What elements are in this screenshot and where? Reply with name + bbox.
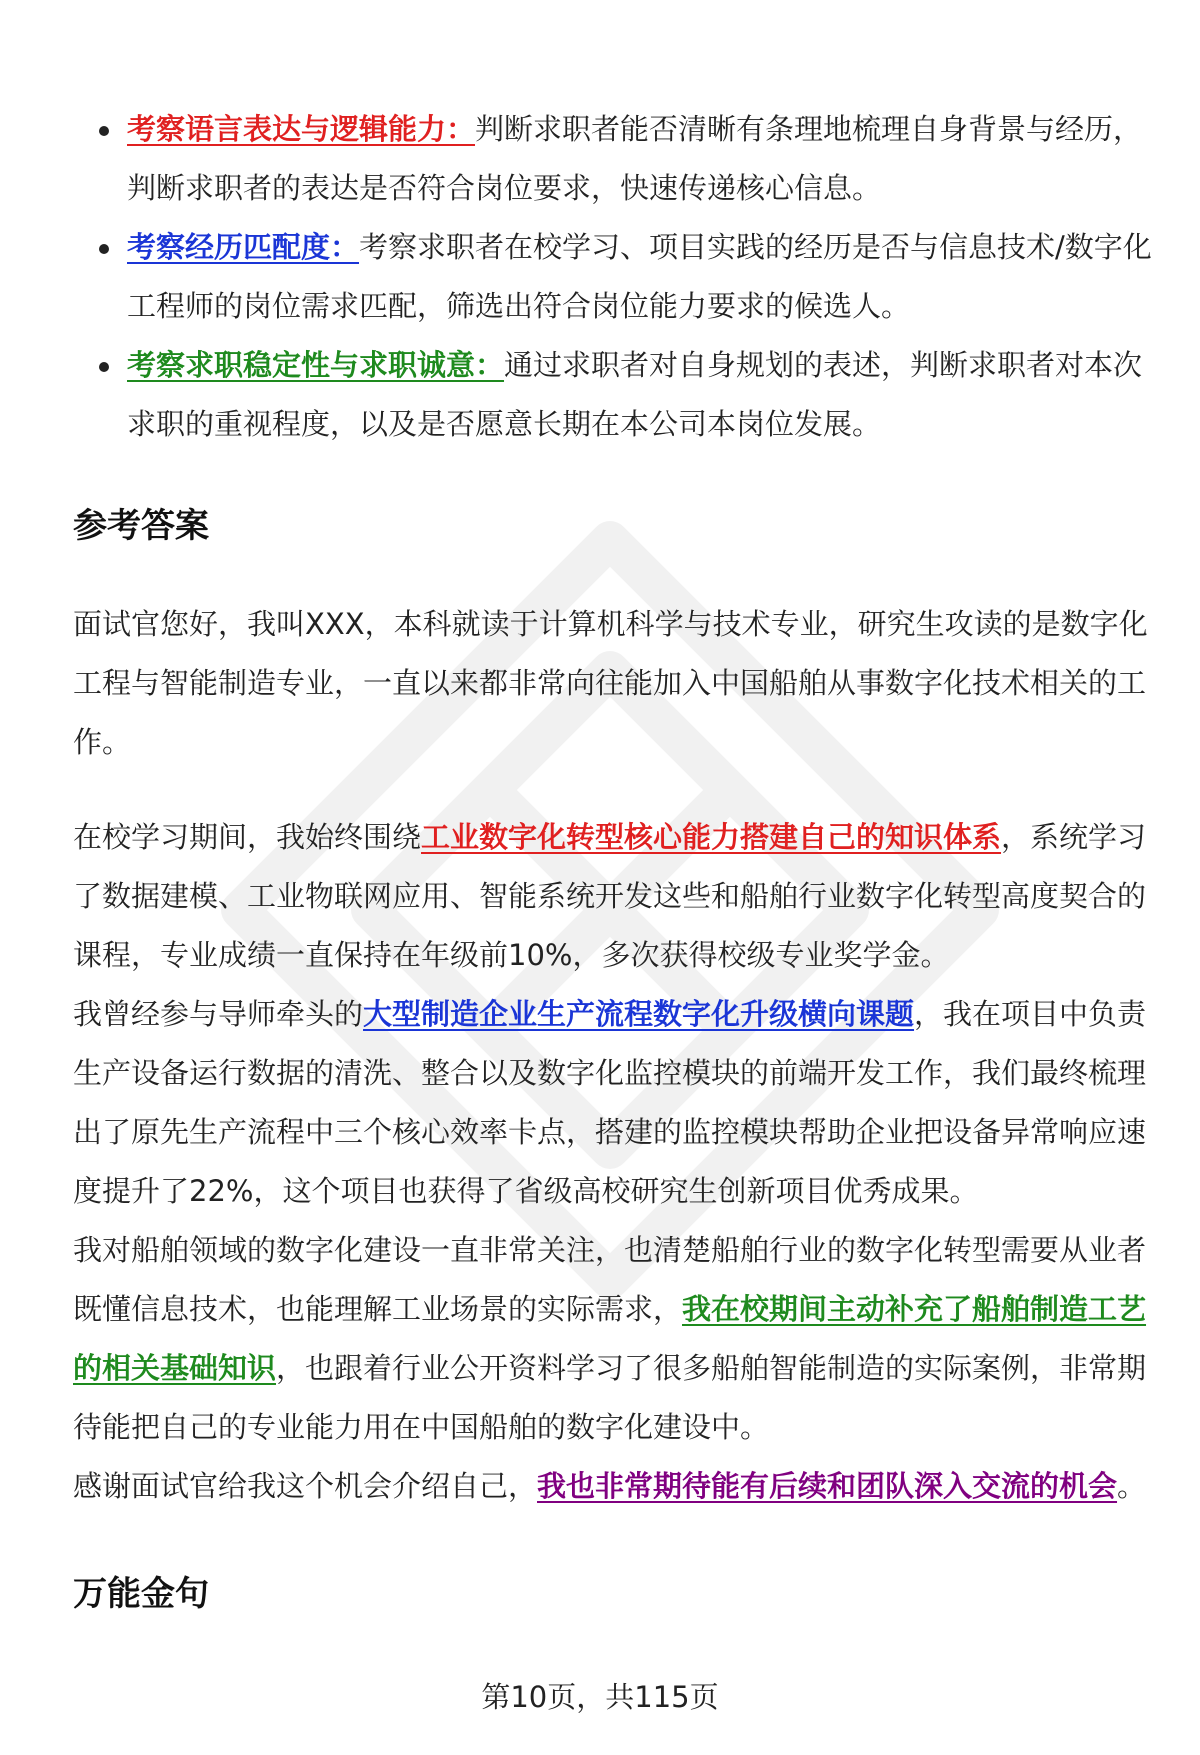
answer-paragraph-closing — [73, 1457, 1153, 1516]
golden-phrases-heading: 万能金句 — [73, 1574, 209, 1614]
main-content — [73, 100, 1153, 1615]
bullet-label: 考察语言表达与逻辑能力： — [127, 112, 476, 146]
bullet-text: 考察求职者在校学习、项目实践的经历是否与信息技术/数字化工程师的岗位需求匹配，筛选出符合岗位能力要求的候选人。 — [127, 230, 1152, 323]
list-item — [73, 336, 1153, 454]
highlight-text: 我在校期间主动补充了船舶制造工艺的相关基础知识 — [73, 1292, 1147, 1385]
evaluation-points-list — [73, 100, 1153, 454]
highlight-text: 我也非常期待能有后续和团队深入交流的机会 — [537, 1469, 1118, 1503]
bullet-text: 判断求职者能否清晰有条理地梳理自身背景与经历，判断求职者的表达是否符合岗位要求，快速传递核心信息。 — [127, 112, 1143, 205]
answer-paragraph-study — [73, 808, 1153, 985]
answer-paragraph-project — [73, 985, 1153, 1221]
highlight-text: 大型制造企业生产流程数字化升级横向课题 — [363, 997, 915, 1031]
list-item — [73, 100, 1153, 218]
answer-paragraph-interest — [73, 1221, 1153, 1457]
highlight-text: 工业数字化转型核心能力搭建自己的知识体系 — [421, 820, 1002, 854]
paragraph-text: ，也跟着行业公开资料学习了很多船舶智能制造的实际案例，非常期待能把自己的专业能力用在中国船舶的数字化建设中。 — [73, 1351, 1147, 1444]
bullet-label: 考察求职稳定性与求职诚意： — [127, 348, 505, 382]
paragraph-text: 在校学习期间，我始终围绕 — [73, 820, 422, 854]
paragraph-text: 感谢面试官给我这个机会介绍自己， — [73, 1469, 538, 1503]
paragraph-text: 我对船舶领域的数字化建设一直非常关注，也清楚船舶行业的数字化转型需要从业者既懂信息技术，也能理解工业场景的实际需求， — [73, 1233, 1147, 1326]
paragraph-text: 。 — [1117, 1469, 1147, 1503]
paragraph-text: 我曾经参与导师牵头的 — [73, 997, 364, 1031]
paragraph-text: ，系统学习了数据建模、工业物联网应用、智能系统开发这些和船舶行业数字化转型高度契合的课程，专业成绩一直保持在年级前10%，多次获得校级专业奖学金。 — [73, 820, 1147, 972]
list-item — [73, 218, 1153, 336]
answer-heading: 参考答案 — [73, 506, 209, 546]
answer-paragraph-intro: 面试官您好，我叫XXX，本科就读于计算机科学与技术专业，研究生攻读的是数字化工程与智能制造专业，一直以来都非常向往能加入中国船舶从事数字化技术相关的工作。 — [73, 607, 1148, 759]
paragraph-text: ，我在项目中负责生产设备运行数据的清洗、整合以及数字化监控模块的前端开发工作，我们最终梳理出了原先生产流程中三个核心效率卡点，搭建的监控模块帮助企业把设备异常响应速度提升了22%，这个项目也获得了省级高校研究生创新项目优秀成果。 — [73, 997, 1147, 1208]
bullet-label: 考察经历匹配度： — [127, 230, 360, 264]
bullet-text: 通过求职者对自身规划的表述，判断求职者对本次求职的重视程度，以及是否愿意长期在本公司本岗位发展。 — [127, 348, 1143, 441]
page-number: 第10页，共115页 — [481, 1680, 719, 1714]
